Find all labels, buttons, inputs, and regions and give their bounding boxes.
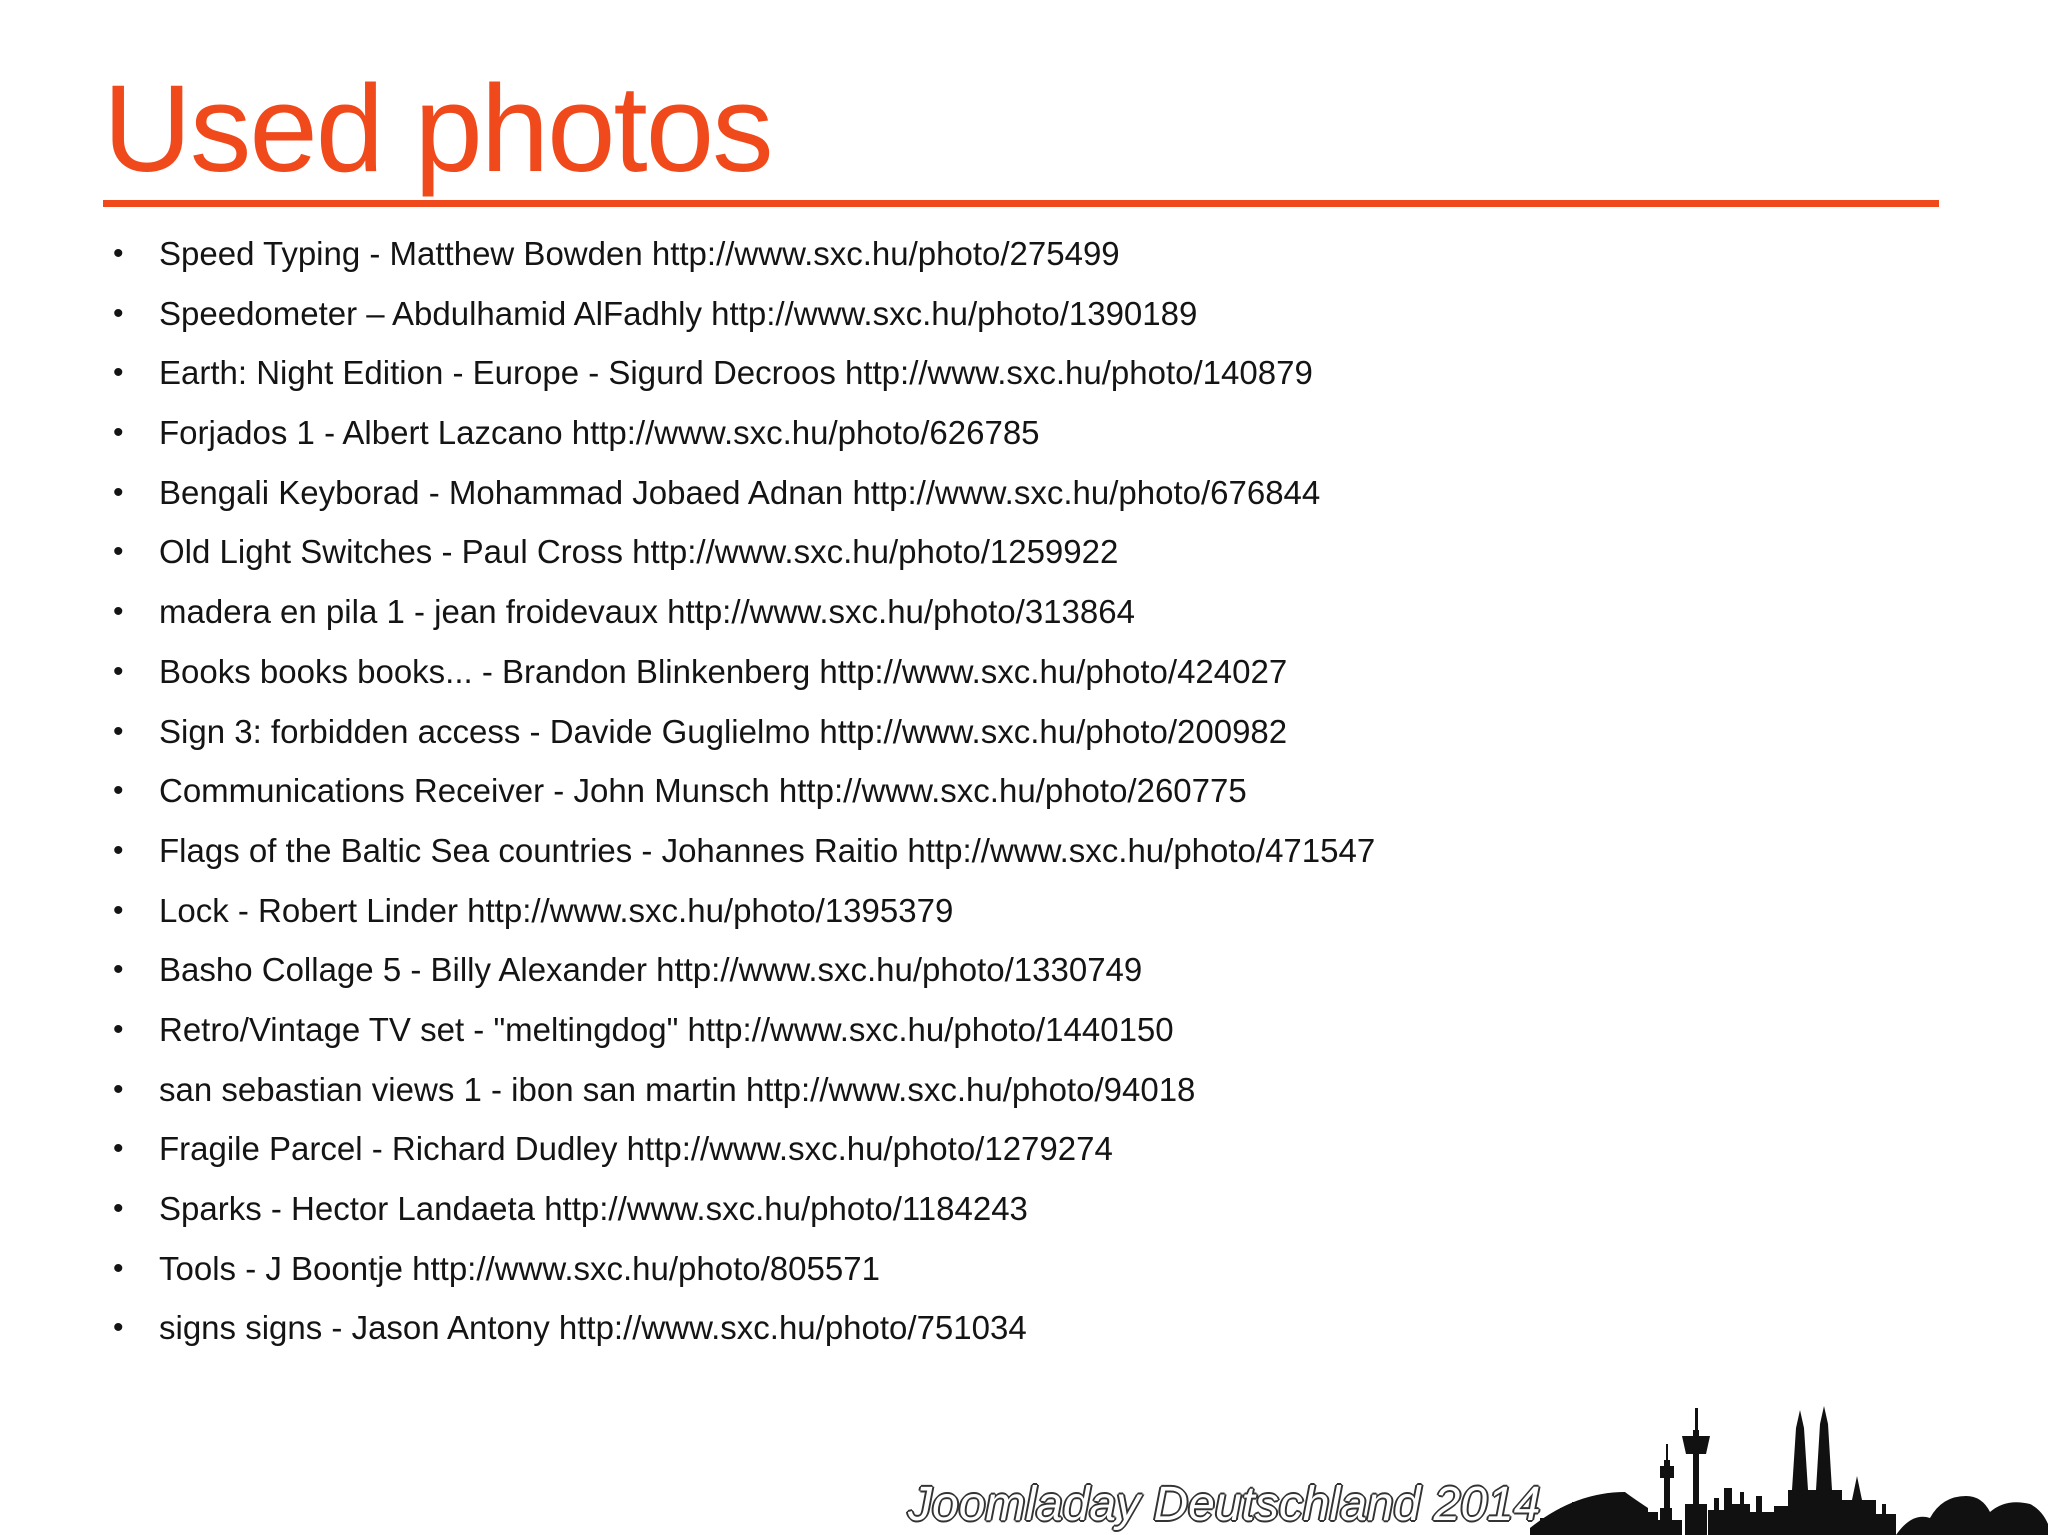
bullet-icon: •: [113, 237, 124, 270]
bullet-icon: •: [113, 1311, 124, 1345]
bullet-icon: •: [113, 1072, 124, 1106]
credit-text: Forjados 1 - Albert Lazcano http://www.sxc.hu/photo/626785: [159, 414, 1040, 452]
credit-text: Fragile Parcel - Richard Dudley http://www.sxc.hu/photo/1279274: [159, 1130, 1113, 1168]
bullet-icon: •: [113, 893, 124, 927]
cologne-skyline-icon: [1530, 1400, 2048, 1535]
list-item: [113, 1119, 1375, 1179]
credit-text: Communications Receiver - John Munsch http://www.sxc.hu/photo/260775: [159, 772, 1247, 810]
list-item: [113, 1060, 1375, 1120]
list-item: [113, 881, 1375, 941]
credit-text: Old Light Switches - Paul Cross http://www.sxc.hu/photo/1259922: [159, 533, 1119, 571]
bullet-icon: •: [113, 1192, 124, 1225]
list-item: [113, 940, 1375, 1000]
credit-text: Sparks - Hector Landaeta http://www.sxc.hu/photo/1184243: [159, 1190, 1028, 1227]
list-item: [113, 1000, 1375, 1060]
bullet-icon: •: [113, 654, 124, 688]
credit-text: Sign 3: forbidden access - Davide Guglielmo http://www.sxc.hu/photo/200982: [159, 712, 1288, 750]
event-name: Joomladay Deutschland 2014: [908, 1478, 1541, 1531]
list-item: [113, 1239, 1375, 1299]
credit-text: madera en pila 1 - jean froidevaux http://www.sxc.hu/photo/313864: [159, 593, 1135, 631]
bullet-icon: •: [113, 475, 124, 509]
credit-text: Speed Typing - Matthew Bowden http://www.sxc.hu/photo/275499: [159, 235, 1120, 272]
credit-text: Bengali Keyborad - Mohammad Jobaed Adnan http://www.sxc.hu/photo/676844: [159, 473, 1321, 511]
bullet-icon: •: [113, 1132, 124, 1166]
list-item: [113, 1179, 1375, 1239]
credit-text: Speedometer – Abdulhamid AlFadhly http://www.sxc.hu/photo/1390189: [159, 294, 1198, 332]
list-item: [113, 343, 1375, 403]
credit-text: Books books books... - Brandon Blinkenberg http://www.sxc.hu/photo/424027: [159, 652, 1288, 690]
list-item: [113, 224, 1375, 284]
bullet-icon: •: [113, 416, 124, 450]
credit-text: Tools - J Boontje http://www.sxc.hu/photo/805571: [159, 1249, 880, 1287]
bullet-icon: •: [113, 356, 124, 390]
list-item: [113, 403, 1375, 463]
credit-text: Earth: Night Edition - Europe - Sigurd Decroos http://www.sxc.hu/photo/140879: [159, 354, 1313, 392]
bullet-icon: •: [113, 774, 124, 808]
list-item: [113, 582, 1375, 642]
credit-text: Lock - Robert Linder http://www.sxc.hu/photo/1395379: [159, 891, 954, 929]
credit-text: Basho Collage 5 - Billy Alexander http://www.sxc.hu/photo/1330749: [159, 951, 1143, 989]
list-item: [113, 761, 1375, 821]
list-item: [113, 1298, 1375, 1358]
credit-text: signs signs - Jason Antony http://www.sxc.hu/photo/751034: [159, 1309, 1027, 1347]
photo-credits-list: [113, 224, 1375, 1358]
bullet-icon: •: [113, 1012, 124, 1046]
title-underline: [103, 200, 1939, 207]
list-item: [113, 642, 1375, 702]
list-item: [113, 284, 1375, 344]
bullet-icon: •: [113, 1251, 124, 1285]
bullet-icon: •: [113, 595, 124, 629]
credit-text: Retro/Vintage TV set - "meltingdog" http://www.sxc.hu/photo/1440150: [159, 1010, 1174, 1048]
bullet-icon: •: [113, 714, 124, 748]
list-item: [113, 821, 1375, 881]
bullet-icon: •: [113, 296, 124, 330]
bullet-icon: •: [113, 535, 124, 569]
credit-text: san sebastian views 1 - ibon san martin http://www.sxc.hu/photo/94018: [159, 1070, 1196, 1108]
bullet-icon: •: [113, 833, 124, 867]
credit-text: Flags of the Baltic Sea countries - Johannes Raitio http://www.sxc.hu/photo/471547: [159, 831, 1376, 869]
list-item: [113, 522, 1375, 582]
slide-title: Used photos: [103, 61, 772, 198]
list-item: [113, 702, 1375, 762]
bullet-icon: •: [113, 953, 124, 987]
list-item: [113, 463, 1375, 523]
